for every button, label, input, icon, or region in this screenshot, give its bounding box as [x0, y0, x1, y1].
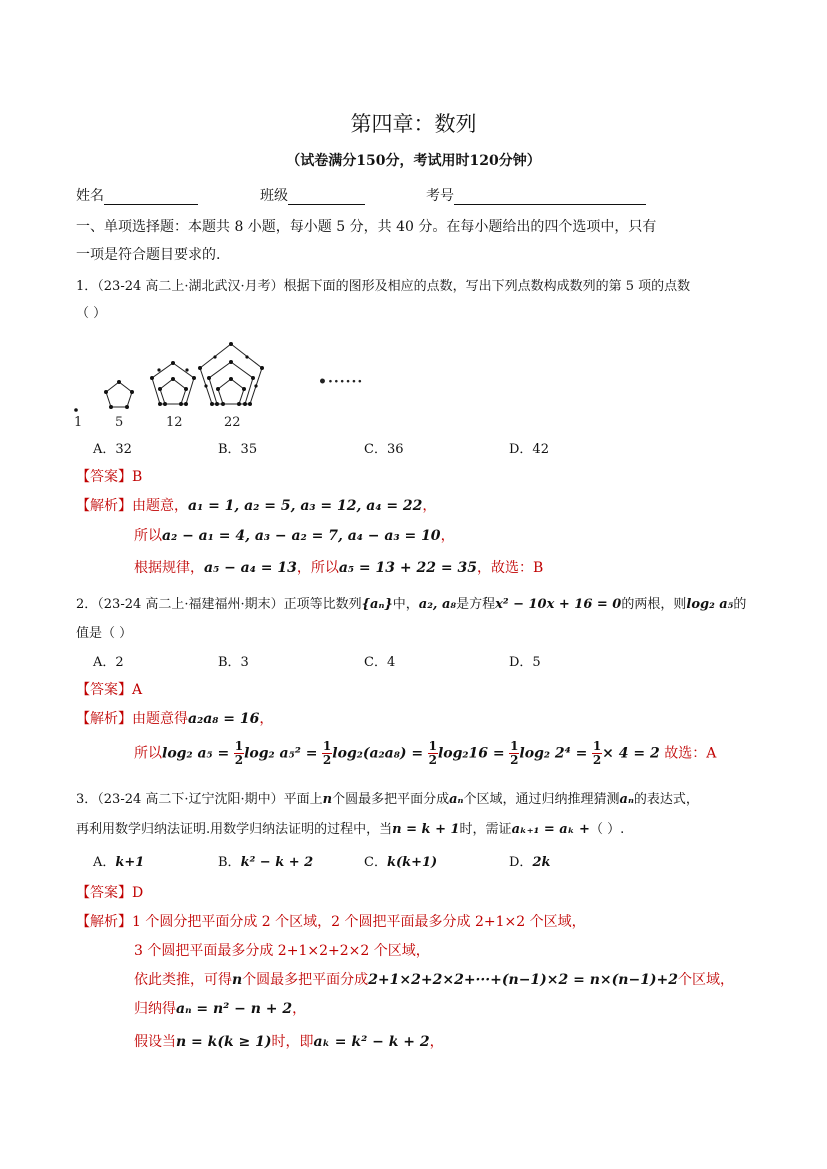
- q3-option-b[interactable]: [218, 851, 313, 870]
- q2-stem-line1: [76, 593, 746, 612]
- option-value: k+1: [115, 855, 145, 870]
- q2-analysis-line2: [134, 740, 716, 767]
- math-expression: n = k(k ≥ 1): [176, 1034, 272, 1050]
- q3-analysis-line4: [134, 998, 306, 1018]
- analysis-text: ，: [259, 711, 274, 727]
- analysis-tag: 【解析】: [76, 498, 132, 514]
- q1-analysis-line2: [134, 525, 455, 545]
- q3-analysis-line5: [134, 1031, 444, 1051]
- frac-num: 1: [592, 739, 602, 753]
- q1-analysis-line1: [76, 495, 436, 515]
- analysis-text: ，: [440, 528, 455, 544]
- analysis-text: 由题意，: [132, 498, 188, 514]
- section-heading-line2: 一项是符合题目要求的.: [76, 247, 221, 263]
- frac-den: 2: [428, 753, 437, 767]
- math-expression: aₙ = n² − n + 2: [176, 1001, 293, 1017]
- fraction-one-half: [592, 740, 602, 767]
- stem-text: 的: [733, 597, 747, 612]
- q1-option-d[interactable]: D．42: [509, 442, 549, 457]
- math-expression: aₖ₊₁ = aₖ +: [511, 822, 590, 837]
- figure-label-22: 22: [224, 415, 241, 430]
- analysis-text: 个区域，: [678, 972, 735, 988]
- analysis-text: 所以: [134, 528, 162, 544]
- q3-analysis-line1: [76, 911, 586, 931]
- analysis-text: 假设当: [134, 1034, 176, 1050]
- math-expression: log₂ a₅: [686, 597, 734, 612]
- analysis-text: 3 个圆把平面最多分成 2+1×2+2×2 个区域，: [134, 943, 430, 959]
- q2-answer: [76, 679, 142, 699]
- option-value: 2k: [532, 855, 551, 870]
- name-field: [76, 185, 198, 205]
- q3-answer: [76, 882, 143, 902]
- answer-tag: 【答案】: [76, 469, 132, 485]
- stem-text: 个圆最多把平面分成: [332, 792, 450, 807]
- analysis-text: 依此类推，可得: [134, 972, 232, 988]
- math-expression: a₂, a₈: [418, 597, 457, 612]
- exam-subtitle: （试卷满分150分，考试用时120分钟）: [286, 153, 541, 169]
- option-label: B．: [218, 855, 241, 870]
- q3-stem-line1: [76, 788, 699, 807]
- figure-label-12: 12: [166, 415, 183, 430]
- analysis-text: ，: [292, 1001, 307, 1017]
- math-expression: a₁ = 1, a₂ = 5, a₃ = 12, a₄ = 22: [188, 498, 423, 514]
- stem-text: 3．（23-24 高二下·辽宁沈阳·期中）平面上: [76, 792, 323, 807]
- math-expression: log₂ 2⁴ =: [519, 745, 588, 762]
- ellipsis-dots: •······: [318, 374, 364, 390]
- q1-option-a[interactable]: A．32: [93, 442, 132, 457]
- analysis-text: 个圆最多把平面分成: [242, 972, 369, 988]
- frac-den: 2: [510, 753, 519, 767]
- q2-analysis-line1: [76, 708, 273, 728]
- option-label: C．: [364, 855, 387, 870]
- stem-text: 的两根，则: [621, 597, 687, 612]
- math-expression: {aₙ}: [361, 597, 393, 612]
- option-value: k² − k + 2: [240, 855, 314, 870]
- stem-text: 再利用数学归纳法证明.用数学归纳法证明的过程中，当: [76, 822, 393, 837]
- math-expression: a₂ − a₁ = 4, a₃ − a₂ = 7, a₄ − a₃ = 10: [162, 528, 441, 544]
- frac-num: 1: [234, 739, 244, 753]
- analysis-text: 根据规律，: [134, 560, 204, 576]
- answer-value: A: [132, 682, 143, 698]
- q2-option-c[interactable]: C．4: [364, 655, 396, 670]
- q1-option-c[interactable]: C．36: [364, 442, 404, 457]
- section-heading-line1: 一、单项选择题：本题共 8 小题，每小题 5 分，共 40 分。在每小题给出的四个选项中，只有: [76, 219, 657, 235]
- figure-label-1: 1: [74, 415, 83, 430]
- class-label: 班级: [260, 188, 288, 204]
- math-expression: log₂ a₅² =: [244, 745, 318, 762]
- analysis-text: 所以: [134, 745, 162, 762]
- analysis-text: 1 个圆分把平面分成 2 个区域，2 个圆把平面最多分成 2+1×2 个区域，: [132, 914, 586, 930]
- q3-option-c[interactable]: [364, 851, 437, 870]
- fraction-one-half: [428, 740, 438, 767]
- math-expression: aₖ = k² − k + 2: [313, 1034, 430, 1050]
- math-expression: log₂(a₂a₈) =: [332, 745, 424, 762]
- q3-analysis-line2: [134, 940, 430, 960]
- frac-num: 1: [510, 739, 519, 753]
- q1-pentagon-figure: [70, 330, 390, 430]
- q3-stem-line2: [76, 818, 624, 837]
- math-expression: log₂ a₅ =: [162, 745, 230, 762]
- q1-option-b[interactable]: B．35: [218, 442, 258, 457]
- stem-text: 个区域，通过归纳推理猜测: [463, 792, 620, 807]
- math-expression: 2+1×2+2×2+···+(n−1)×2 = n×(n−1)+2: [368, 972, 679, 988]
- q1-answer: [76, 466, 142, 486]
- figure-label-5: 5: [115, 415, 124, 430]
- q2-option-a[interactable]: A．2: [93, 655, 124, 670]
- pentagonal-dot-patterns: [74, 408, 78, 412]
- page-title: 第四章：数列: [350, 112, 477, 136]
- frac-num: 1: [322, 739, 332, 753]
- math-expression: n: [232, 972, 243, 988]
- q3-option-a[interactable]: [93, 851, 144, 870]
- q2-option-d[interactable]: D．5: [509, 655, 541, 670]
- q3-option-d[interactable]: [509, 851, 551, 870]
- option-value: k(k+1): [386, 855, 438, 870]
- analysis-text: ，故选：B: [476, 560, 544, 576]
- analysis-tag: 【解析】: [76, 711, 132, 727]
- fraction-one-half: [234, 740, 244, 767]
- math-expression: log₂16 =: [437, 745, 505, 762]
- q3-analysis-line3: [134, 969, 734, 989]
- analysis-text: ，: [422, 498, 437, 514]
- q2-option-b[interactable]: B．3: [218, 655, 249, 670]
- math-expression: x² − 10x + 16 = 0: [495, 597, 622, 612]
- stem-text: （ ）.: [589, 822, 625, 837]
- stem-text: 中，: [392, 597, 419, 612]
- answer-value: D: [132, 885, 144, 901]
- frac-den: 2: [322, 753, 332, 767]
- q1-stem-line1: 1．（23-24 高二上·湖北武汉·月考）根据下面的图形及相应的点数，写出下列点数构成数列的第 5 项的点数: [76, 279, 691, 294]
- q1-stem-line2: （ ）: [76, 306, 107, 321]
- answer-tag: 【答案】: [76, 682, 132, 698]
- q1-analysis-line3: [134, 557, 543, 577]
- answer-value: B: [132, 469, 143, 485]
- name-blank: [104, 190, 198, 205]
- q2-stem-line2: 值是（ ）: [76, 626, 133, 641]
- math-expression: a₅ = 13 + 22 = 35: [338, 560, 477, 576]
- analysis-text: 故选：A: [664, 745, 717, 762]
- number-blank: [454, 190, 646, 205]
- math-expression: aₙ: [449, 792, 464, 807]
- fraction-one-half: [322, 740, 332, 767]
- class-blank: [288, 190, 365, 205]
- frac-den: 2: [592, 753, 602, 767]
- stem-text: 的表达式，: [633, 792, 699, 807]
- analysis-tag: 【解析】: [76, 914, 132, 930]
- stem-text: 2．（23-24 高二上·福建福州·期末）正项等比数列: [76, 597, 362, 612]
- frac-num: 1: [428, 739, 437, 753]
- math-expression: n = k + 1: [392, 822, 460, 837]
- math-expression: aₙ: [619, 792, 634, 807]
- math-expression: a₅ − a₄ = 13: [204, 560, 297, 576]
- analysis-text: 归纳得: [134, 1001, 176, 1017]
- stem-text: 是方程: [456, 597, 496, 612]
- analysis-text: 时，即: [271, 1034, 314, 1050]
- frac-den: 2: [234, 753, 244, 767]
- class-field: [260, 185, 365, 205]
- math-expression: a₂a₈ = 16: [188, 711, 260, 727]
- answer-tag: 【答案】: [76, 885, 132, 901]
- stem-text: 时，需证: [459, 822, 512, 837]
- math-expression: n: [322, 792, 333, 807]
- analysis-text: ，: [429, 1034, 444, 1050]
- analysis-text: ，所以: [296, 560, 339, 576]
- number-label: 考号: [426, 188, 454, 204]
- option-label: A．: [93, 855, 116, 870]
- number-field: [426, 185, 646, 205]
- name-label: 姓名: [76, 188, 104, 204]
- fraction-one-half: [509, 740, 519, 767]
- option-label: D．: [509, 855, 533, 870]
- math-expression: × 4 = 2: [602, 745, 660, 762]
- analysis-text: 由题意得: [132, 711, 188, 727]
